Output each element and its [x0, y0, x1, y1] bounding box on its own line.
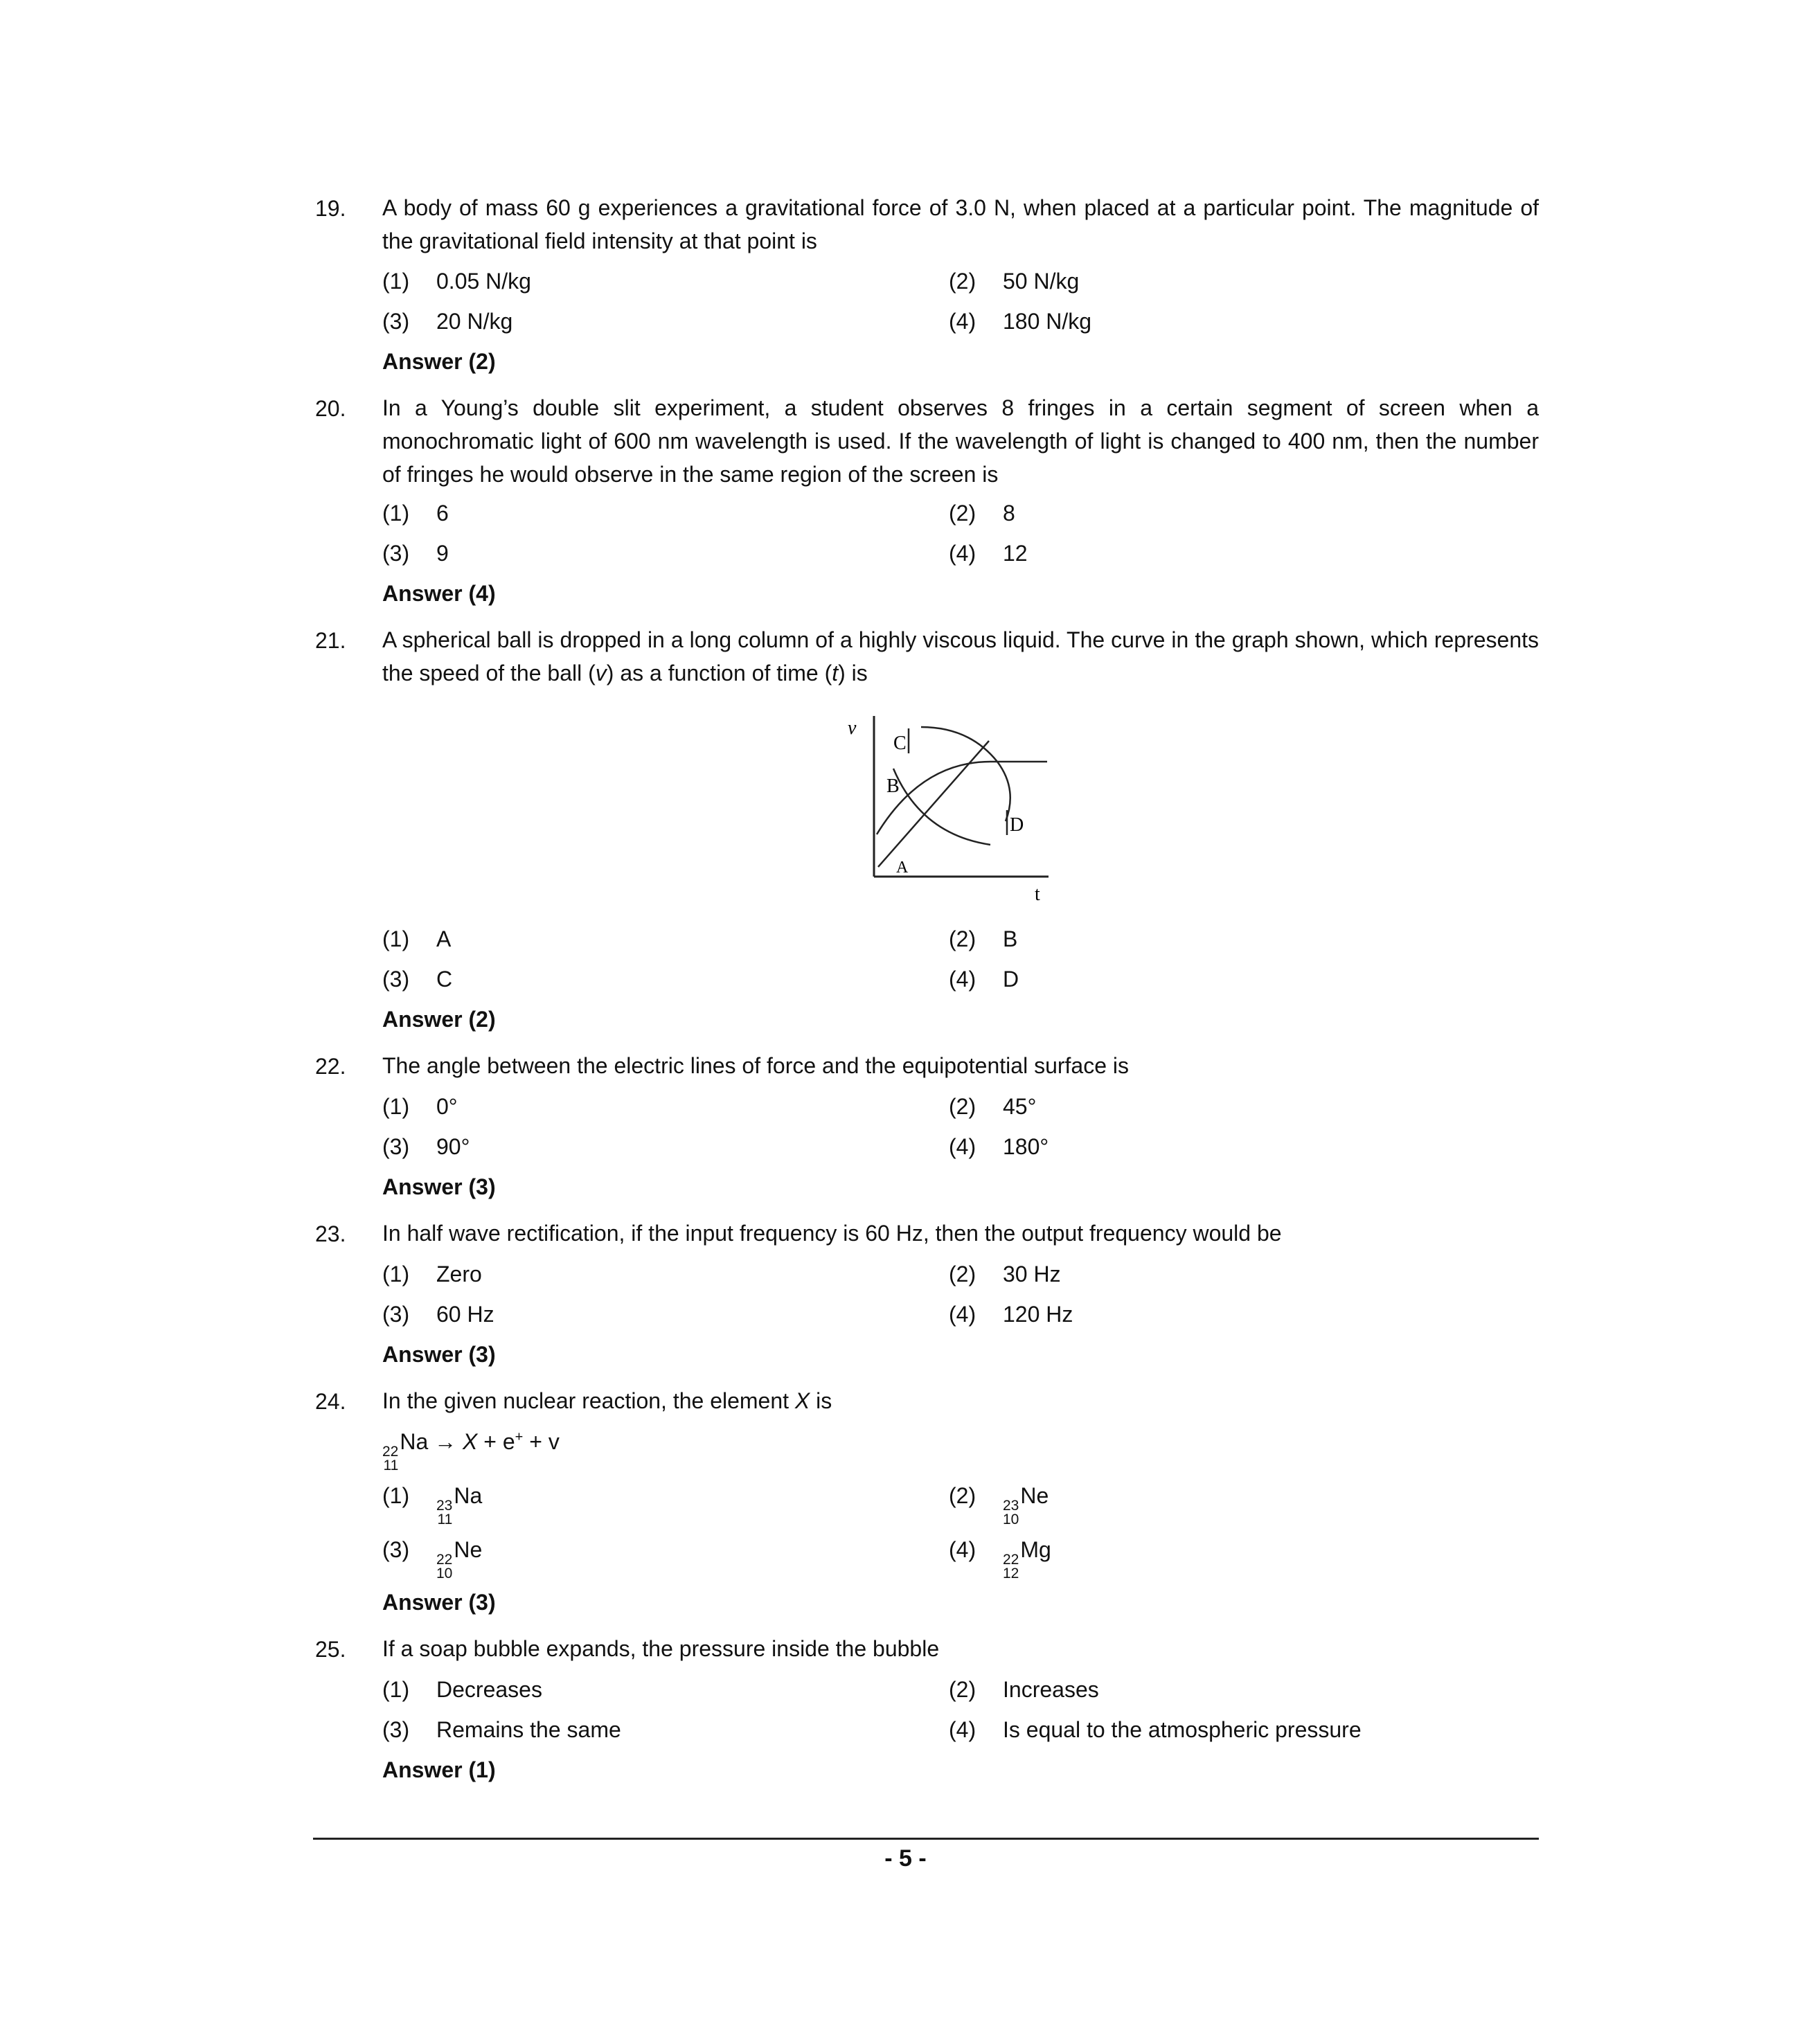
footer-divider — [313, 1838, 1539, 1840]
option-3: (3) 20 N/kg — [382, 309, 513, 334]
question-number: 25. — [315, 1637, 346, 1662]
option-1: (1) 6 — [382, 501, 449, 526]
option-1: (1) 0° — [382, 1094, 458, 1119]
question-text: If a soap bubble expands, the pressure inside the bubble — [382, 1636, 940, 1661]
option-1: (1) Decreases — [382, 1677, 542, 1702]
option-4: (4) 12 — [949, 541, 1028, 566]
option-4: (4) D — [949, 967, 1019, 992]
option-4: (4) 180 N/kg — [949, 309, 1092, 334]
option-2: (2) 50 N/kg — [949, 269, 1080, 294]
option-2: (2) B — [949, 926, 1018, 951]
curve-d — [921, 727, 1010, 821]
answer: Answer (3) — [382, 1174, 496, 1199]
curve-label-d: D — [1010, 814, 1024, 836]
answer: Answer (3) — [382, 1342, 496, 1367]
option-1: (1) Zero — [382, 1262, 482, 1287]
x-axis-label: t — [1035, 884, 1040, 905]
option-4: (4) Is equal to the atmospheric pressure — [949, 1717, 1362, 1742]
question-number: 23. — [315, 1221, 346, 1246]
page-number: - 5 - — [884, 1845, 927, 1872]
answer: Answer (3) — [382, 1590, 496, 1615]
option-3: (3) 22 10 Ne — [382, 1537, 483, 1581]
question-text: In a Young’s double slit experiment, a student observes 8 fringes in a certain segment of screen when a monochromatic light of 600 nm wavelength is used. If the wavelength of light is changed to 400 nm, then the number of fringes he would observe in the same region of the screen is — [382, 395, 1539, 487]
option-2: (2) 45° — [949, 1094, 1037, 1119]
answer: Answer (2) — [382, 349, 496, 374]
option-2: (2) 8 — [949, 501, 1015, 526]
option-1: (1) A — [382, 926, 452, 951]
option-4: (4) 120 Hz — [949, 1302, 1073, 1327]
question-text: In the given nuclear reaction, the element X is — [382, 1388, 832, 1413]
question-text: A body of mass 60 g experiences a gravitational force of 3.0 N, when placed at a particular point. The magnitude of the gravitational field intensity at that point is — [382, 195, 1539, 253]
option-1: (1) 0.05 N/kg — [382, 269, 531, 294]
option-2: (2) 23 10 Ne — [949, 1483, 1049, 1527]
option-4: (4) 22 12 Mg — [949, 1537, 1051, 1581]
y-axis-label: v — [848, 717, 857, 739]
question-text: A spherical ball is dropped in a long column of a highly viscous liquid. The curve in the graph shown, which represents the speed of the ball (v) as a function of time (t) is — [382, 627, 1539, 685]
curve-label-c: C — [893, 733, 907, 754]
option-3: (3) 9 — [382, 541, 449, 566]
question-text: The angle between the electric lines of force and the equipotential surface is — [382, 1053, 1129, 1078]
curve-label-a: A — [896, 859, 909, 877]
option-3: (3) C — [382, 967, 453, 992]
curve-label-b: B — [886, 776, 900, 797]
nuclear-reaction: 22 11 Na → X + e+ + v — [382, 1429, 560, 1473]
curve-a — [878, 741, 989, 867]
option-3: (3) Remains the same — [382, 1717, 621, 1742]
question-number: 22. — [315, 1054, 346, 1079]
question-number: 19. — [315, 196, 346, 221]
question-number: 24. — [315, 1389, 346, 1414]
question-number: 21. — [315, 628, 346, 653]
option-4: (4) 180° — [949, 1134, 1049, 1159]
option-3: (3) 60 Hz — [382, 1302, 494, 1327]
option-1: (1) 23 11 Na — [382, 1483, 483, 1527]
option-2: (2) Increases — [949, 1677, 1099, 1702]
velocity-time-graph — [838, 713, 1067, 907]
option-3: (3) 90° — [382, 1134, 470, 1159]
answer: Answer (2) — [382, 1007, 496, 1032]
answer: Answer (4) — [382, 581, 496, 606]
option-2: (2) 30 Hz — [949, 1262, 1061, 1287]
question-number: 20. — [315, 396, 346, 421]
question-text: In half wave rectification, if the input frequency is 60 Hz, then the output frequency would be — [382, 1221, 1282, 1246]
answer: Answer (1) — [382, 1757, 496, 1782]
